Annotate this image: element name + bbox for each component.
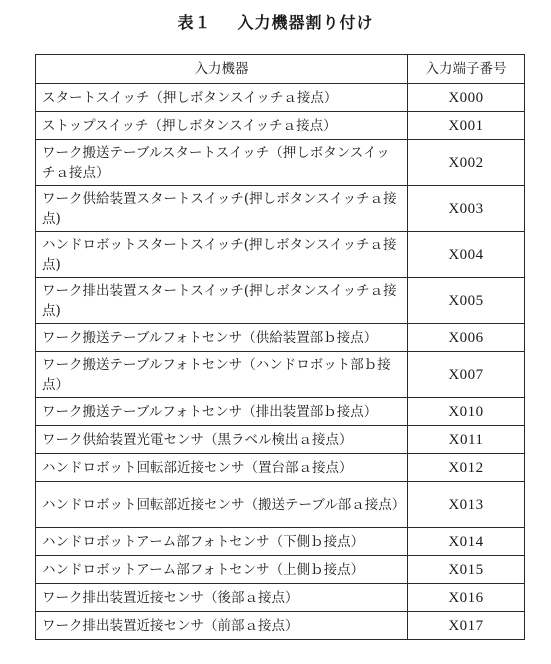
table-header-row [36,55,525,84]
input-device-cell: ワーク搬送テーブルスタートスイッチ（押しボタンスイッチａ接点） [36,140,408,186]
input-terminal-cell: X004 [408,232,525,278]
table-number: 表１ [177,13,212,32]
input-device-cell: スタートスイッチ（押しボタンスイッチａ接点） [36,84,408,112]
input-device-cell: ワーク排出装置近接センサ（後部ａ接点） [36,584,408,612]
input-assignment-table [35,54,525,640]
header-input-terminal: 入力端子番号 [408,55,525,84]
input-terminal-cell: X015 [408,556,525,584]
input-device-cell: ワーク排出装置近接センサ（前部ａ接点） [36,612,408,640]
input-terminal-cell: X017 [408,612,525,640]
table-row [36,186,525,232]
input-device-cell: ワーク排出装置スタートスイッチ(押しボタンスイッチａ接点) [36,278,408,324]
input-device-cell: ハンドロボットアーム部フォトセンサ（下側ｂ接点） [36,528,408,556]
input-terminal-cell: X001 [408,112,525,140]
input-terminal-cell: X003 [408,186,525,232]
input-terminal-cell: X011 [408,426,525,454]
table-body [36,84,525,640]
input-device-cell: ストップスイッチ（押しボタンスイッチａ接点） [36,112,408,140]
table-row [36,352,525,398]
input-terminal-cell: X012 [408,454,525,482]
input-device-cell: ハンドロボットスタートスイッチ(押しボタンスイッチａ接点) [36,232,408,278]
table-row [36,612,525,640]
input-device-cell: ワーク供給装置光電センサ（黒ラベル検出ａ接点） [36,426,408,454]
input-terminal-cell: X006 [408,324,525,352]
table-row [36,584,525,612]
table-row [36,482,525,528]
input-terminal-cell: X005 [408,278,525,324]
table-row [36,278,525,324]
table-row [36,454,525,482]
table-title: 入力機器割り付け [237,13,374,32]
header-input-device: 入力機器 [36,55,408,84]
table-row [36,324,525,352]
table-row [36,112,525,140]
input-terminal-cell: X002 [408,140,525,186]
input-device-cell: ワーク搬送テーブルフォトセンサ（ハンドロボット部ｂ接点） [36,352,408,398]
input-device-cell: ハンドロボットアーム部フォトセンサ（上側ｂ接点） [36,556,408,584]
table-row [36,528,525,556]
input-terminal-cell: X016 [408,584,525,612]
table-row [36,398,525,426]
table-row [36,556,525,584]
input-terminal-cell: X013 [408,482,525,528]
input-device-cell: ハンドロボット回転部近接センサ（搬送テーブル部ａ接点） [36,482,408,528]
input-device-cell: ワーク搬送テーブルフォトセンサ（排出装置部ｂ接点） [36,398,408,426]
input-terminal-cell: X000 [408,84,525,112]
input-terminal-cell: X014 [408,528,525,556]
table-caption [0,10,551,33]
input-device-cell: ワーク搬送テーブルフォトセンサ（供給装置部ｂ接点） [36,324,408,352]
input-terminal-cell: X010 [408,398,525,426]
input-device-cell: ワーク供給装置スタートスイッチ(押しボタンスイッチａ接点) [36,186,408,232]
input-terminal-cell: X007 [408,352,525,398]
table-row [36,140,525,186]
table-row [36,84,525,112]
input-device-cell: ハンドロボット回転部近接センサ（置台部ａ接点） [36,454,408,482]
table-row [36,426,525,454]
table-row [36,232,525,278]
